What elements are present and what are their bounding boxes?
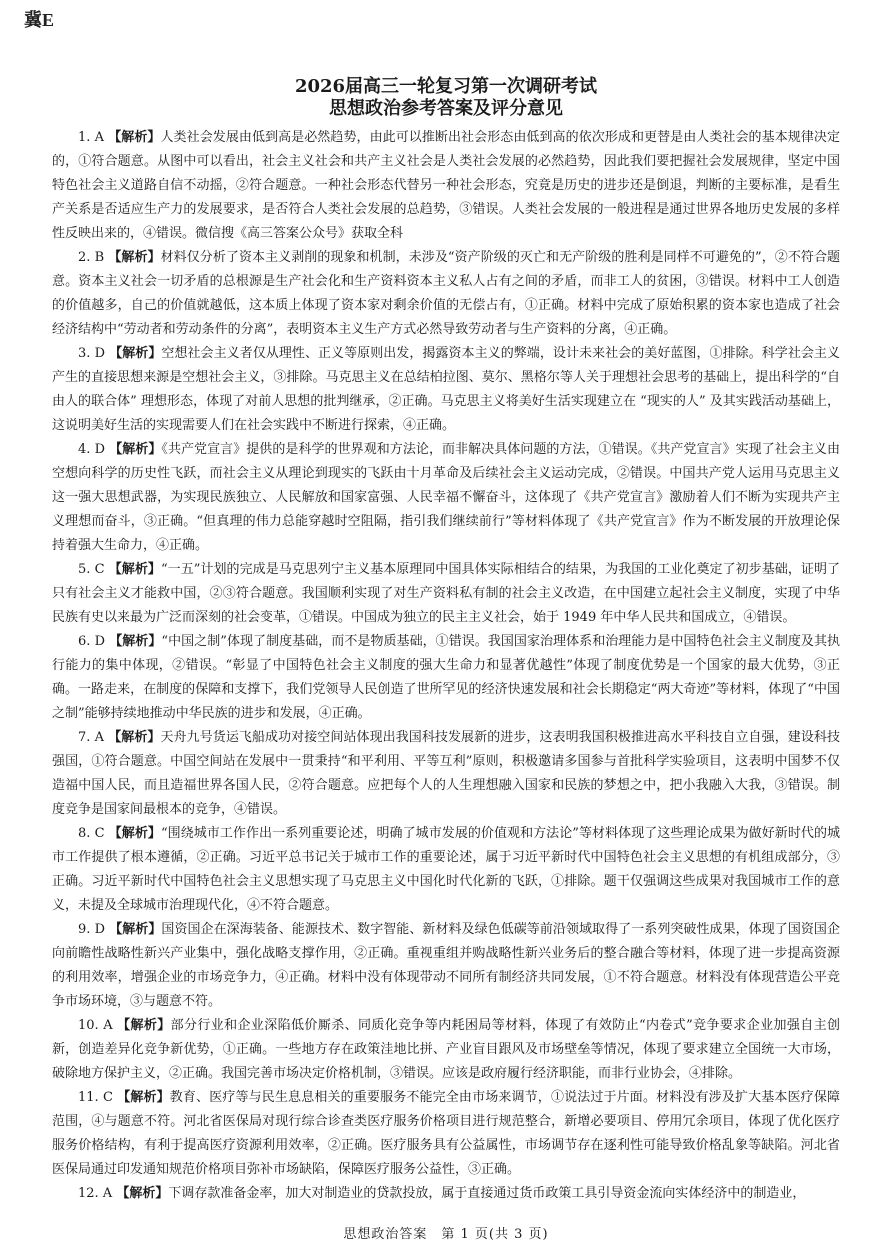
answer-item <box>52 822 840 918</box>
answer-list <box>52 126 840 1206</box>
answer-number: 5. C <box>78 562 105 577</box>
analysis-tag: 【解析】 <box>117 1090 170 1105</box>
analysis-tag: 【解析】 <box>109 346 162 361</box>
answer-item <box>52 1182 840 1206</box>
answer-number: 7. A <box>78 730 104 745</box>
answer-item <box>52 1014 840 1086</box>
answer-item <box>52 558 840 630</box>
answer-text: 《共产党宣言》提供的是科学的世界观和方法论，而非解决具体问题的方法，①错误。《共产党宣言》实现了社会主义由空想向科学的历史性飞跃，而社会主义从理论到现实的飞跃由十月革命及后续社会主义运动完成，②错误。中国共产党人运用马克思主义这一强大思想武器，为实现民族独立、人民解放和国家富强、人民幸福不懈奋斗，这体现了《共产党宣言》激励着人们不断为实现共产主义理想而奋斗，③正确。“但真理的伟力总能穿越时空阻隔，指引我们继续前行”等材料体现了《共产党宣言》作为不断发展的开放理论保持着强大生命力，④正确。 <box>52 442 840 553</box>
answer-number: 11. C <box>78 1090 113 1105</box>
answer-number: 10. A <box>78 1018 113 1033</box>
answer-item <box>52 630 840 726</box>
answer-number: 4. D <box>78 442 106 457</box>
analysis-tag: 【解析】 <box>108 250 161 265</box>
answer-text: “围绕城市工作作出一系列重要论述，明确了城市发展的价值观和方法论”等材料体现了这些理论成果为做好新时代的城市工作提供了根本遵循，②正确。习近平总书记关于城市工作的重要论述，属于习近平新时代中国特色社会主义思想的有机组成部分，③正确。习近平新时代中国特色社会主义思想实现了马克思主义中国化时代化新的飞跃，①排除。题干仅强调这些成果对我国城市工作的意义，未提及全球城市治理现代化，④不符合题意。 <box>52 826 840 913</box>
page-subtitle: 思想政治参考答案及评分意见 <box>329 98 563 119</box>
analysis-tag: 【解析】 <box>108 130 161 145</box>
answer-number: 2. B <box>78 250 105 265</box>
analysis-tag: 【解析】 <box>109 634 162 649</box>
answer-text: “中国之制”体现了制度基础，而不是物质基础，①错误。我国国家治理体系和治理能力是中国特色社会主义制度及其执行能力的集中体现，②错误。“彰显了中国特色社会主义制度的强大生命力和显著优越性”体现了制度优势是一个国家的最大优势，③正确。一路走来，在制度的保障和支撑下，我们党领导人民创造了世所罕见的经济快速发展和社会长期稳定“两大奇迹”等材料，体现了“中国之制”能够持续地推动中华民族的进步和发展，④正确。 <box>52 634 840 721</box>
analysis-tag: 【解析】 <box>108 562 161 577</box>
analysis-tag: 【解析】 <box>108 730 161 745</box>
answer-number: 8. C <box>78 826 105 841</box>
answer-item <box>52 342 840 438</box>
answer-number: 12. A <box>78 1186 113 1201</box>
answer-text: 国资国企在深海装备、能源技术、数字智能、新材料及绿色低碳等前沿领域取得了一系列突破性成果，体现了国资国企向前瞻性战略性新兴产业集中，强化战略支撑作用，②正确。重视重组并购战略性新兴业务后的整合融合等材料，体现了进一步提高资源的利用效率，增强企业的市场竞争力，④正确。材料中没有体现带动不同所有制经济共同发展，①不符合题意。材料没有体现营造公平竞争市场环境，③与题意不符。 <box>52 922 840 1009</box>
region-mark: 冀E <box>24 10 55 30</box>
analysis-tag: 【解析】 <box>109 442 162 457</box>
answer-text: 材料仅分析了资本主义剥削的现象和机制，未涉及“资产阶级的灭亡和无产阶级的胜利是同样不可避免的”，②不符合题意。资本主义社会一切矛盾的总根源是生产社会化和生产资料资本主义私人占有之间的矛盾，而非工人的贫困，③错误。材料中工人创造的价值越多，自己的价值就越低，这本质上体现了资本家对剩余价值的无偿占有，①正确。材料中完成了原始积累的资本家也造成了社会经济结构中“劳动者和劳动条件的分离”，表明资本主义生产方式必然导致劳动者与生产资料的分离，④正确。 <box>52 250 840 337</box>
answer-item <box>52 246 840 342</box>
answer-item <box>52 726 840 822</box>
page-title: 2026届高三一轮复习第一次调研考试 <box>294 76 598 97</box>
answer-number: 6. D <box>78 634 106 649</box>
analysis-tag: 【解析】 <box>116 1186 169 1201</box>
answer-text: 人类社会发展由低到高是必然趋势，由此可以推断出社会形态由低到高的依次形成和更替是由人类社会的基本规律决定的，①符合题意。从图中可以看出，社会主义社会和共产主义社会是人类社会发展的必然趋势，因此我们要把握社会发展规律，坚定中国特色社会主义道路自信不动摇，②符合题意。一种社会形态代替另一种社会形态，究竟是历史的进步还是倒退，判断的主要标准，是看生产关系是否适应生产力的发展要求，是否符合人类社会发展的总趋势，③错误。人类社会发展的一般进程是通过世界各地历史发展的多样性反映出来的，④错误。微信搜《高三答案公众号》获取全科 <box>52 130 840 241</box>
answer-text: 部分行业和企业深陷低价厮杀、同质化竞争等内耗困局等材料，体现了有效防止“内卷式”竞争要求企业加强自主创新，创造差异化竞争新优势，①正确。一些地方存在政策洼地比拼、产业盲目跟风及市场壁垒等情况，体现了要求建立全国统一大市场，破除地方保护主义，②正确。我国完善市场决定价格机制，③错误。应该是政府履行经济职能，而非行业协会，④排除。 <box>52 1018 840 1081</box>
answer-text: 天舟九号货运飞船成功对接空间站体现出我国科技发展新的进步，这表明我国积极推进高水平科技自立自强，建设科技强国，①符合题意。中国空间站在发展中一贯秉持“和平利用、平等互利”原则，积极邀请多国参与首批科学实验项目，这表明中国梦不仅造福中国人民，而且造福世界各国人民，②符合题意。应把每个人的人生理想融入国家和民族的梦想之中，把小我融入大我，③错误。制度竞争是国家间最根本的竞争，④错误。 <box>52 730 840 817</box>
answer-text: 教育、医疗等与民生息息相关的重要服务不能完全由市场来调节，①说法过于片面。材料没有涉及扩大基本医疗保障范围，④与题意不符。河北省医保局对现行综合诊查类医疗服务价格项目进行规范整合，新增必要项目、停用冗余项目，体现了优化医疗服务价格结构，有利于提高医疗资源利用效率，②正确。医疗服务具有公益属性，市场调节存在逐利性可能导致价格乱象等缺陷。河北省医保局通过印发通知规范价格项目弥补市场缺陷，保障医疗服务公益性，③正确。 <box>52 1090 840 1177</box>
analysis-tag: 【解析】 <box>117 1018 171 1033</box>
answer-item <box>52 918 840 1014</box>
answer-item <box>52 1086 840 1182</box>
answer-text: 下调存款准备金率，加大对制造业的贷款投放，属于直接通过货币政策工具引导资金流向实体经济中的制造业， <box>168 1186 806 1201</box>
answer-number: 3. D <box>78 346 106 361</box>
analysis-tag: 【解析】 <box>108 826 161 841</box>
answer-number: 9. D <box>78 922 106 937</box>
answer-item <box>52 438 840 558</box>
answer-text: 空想社会主义者仅从理性、正义等原则出发，揭露资本主义的弊端，设计未来社会的美好蓝图，①排除。科学社会主义产生的直接思想来源是空想社会主义，③排除。马克思主义在总结柏拉图、莫尔、黑格尔等人关于理想社会思考的基础上，提出科学的“自由人的联合体” 理想形态，体现了对前人思想的批判继承，②正确。马克思主义将美好生活实现建立在 “现实的人” 及其实践活动基础上，这说明美好生活的实现需要人们在社会实践中不断进行探索，④正确。 <box>52 346 840 433</box>
analysis-tag: 【解析】 <box>109 922 162 937</box>
page-footer: 思想政治答案 第 1 页(共 3 页) <box>343 1227 549 1242</box>
answer-text: “一五”计划的完成是马克思列宁主义基本原理同中国具体实际相结合的结果，为我国的工业化奠定了初步基础，证明了只有社会主义才能救中国，②③符合题意。我国顺利实现了对生产资料私有制的社会主义改造，在中国建立起社会主义制度，实现了中华民族有史以来最为广泛而深刻的社会变革，①错误。中国成为独立的民主主义社会，始于 1949 年中华人民共和国成立，④错误。 <box>52 562 840 625</box>
answer-number: 1. A <box>78 130 104 145</box>
answer-item <box>52 126 840 246</box>
